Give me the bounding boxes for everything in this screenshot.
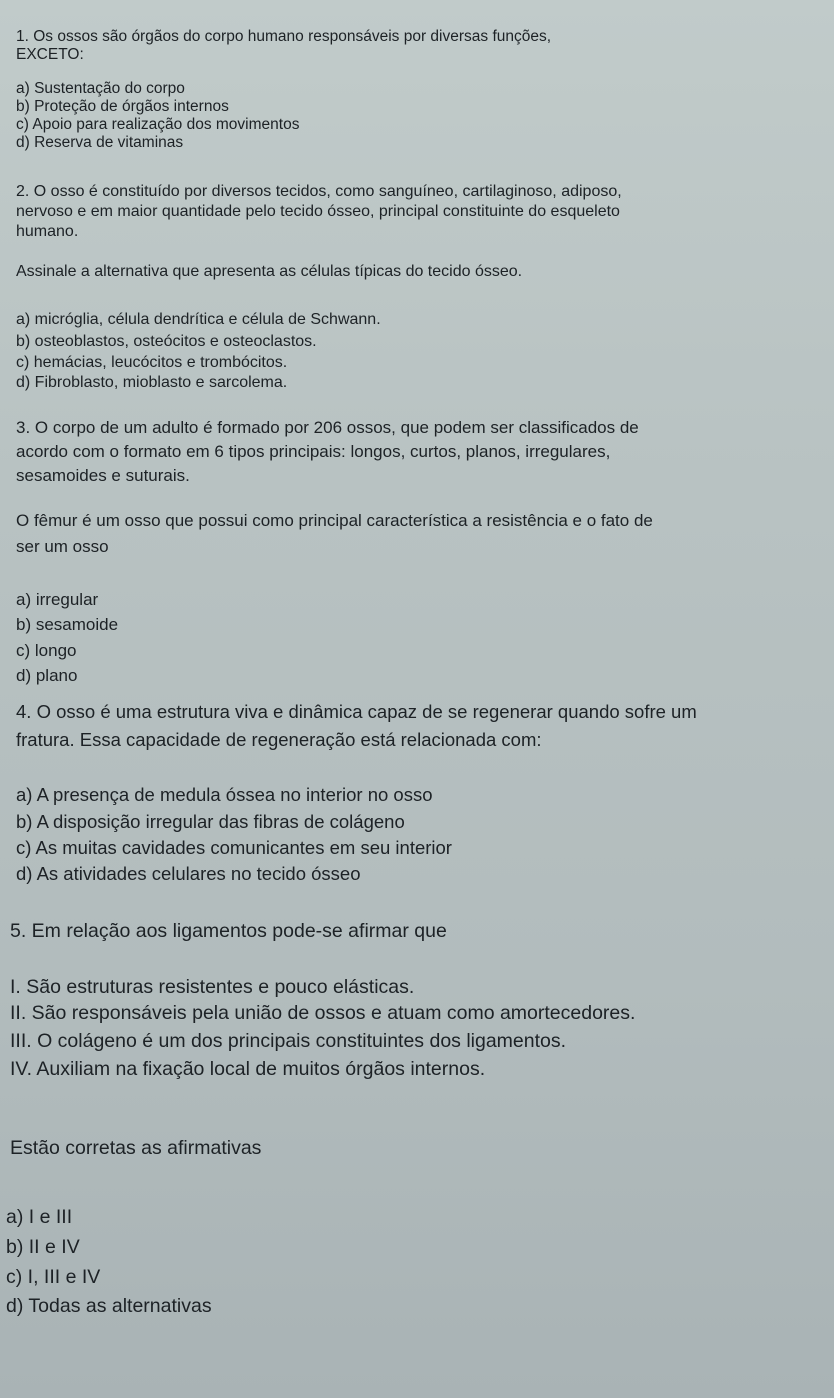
question-4-stem-line-1: 4. O osso é uma estrutura viva e dinâmica capaz de se regenerar quando sofre um [16, 701, 697, 722]
question-2-option-a: a) micróglia, célula dendrítica e célula de Schwann. [16, 311, 381, 328]
question-1-option-a: a) Sustentação do corpo [16, 80, 185, 97]
question-2-stem-line-1: 2. O osso é constituído por diversos tecidos, como sanguíneo, cartilaginoso, adiposo, [16, 183, 622, 200]
question-2-option-b: b) osteoblastos, osteócitos e osteoclastos. [16, 333, 317, 350]
question-3-option-d: d) plano [16, 666, 78, 685]
question-5-stem: 5. Em relação aos ligamentos pode-se afirmar que [10, 920, 447, 942]
question-1-stem-line-2: EXCETO: [16, 46, 84, 63]
question-4-option-b: b) A disposição irregular das fibras de colágeno [16, 811, 405, 832]
question-4-option-a: a) A presença de medula óssea no interior no osso [16, 784, 433, 805]
question-4-option-d: d) As atividades celulares no tecido ósseo [16, 863, 361, 884]
question-5-option-c: c) I, III e IV [6, 1266, 101, 1288]
question-3-prompt-line-1: O fêmur é um osso que possui como principal característica a resistência e o fato de [16, 511, 653, 530]
question-1-option-d: d) Reserva de vitaminas [16, 134, 184, 151]
question-5-prompt: Estão corretas as afirmativas [10, 1137, 262, 1159]
question-3-stem-line-2: acordo com o formato em 6 tipos principais: longos, curtos, planos, irregulares, [16, 442, 611, 461]
question-5-option-d: d) Todas as alternativas [6, 1295, 212, 1317]
question-5-option-b: b) II e IV [6, 1236, 80, 1258]
question-3-prompt-line-2: ser um osso [16, 537, 109, 556]
question-5-statement-2: II. São responsáveis pela união de ossos e atuam como amortecedores. [10, 1002, 636, 1024]
question-5-statement-4: IV. Auxiliam na fixação local de muitos órgãos internos. [10, 1058, 486, 1080]
question-1-option-c: c) Apoio para realização dos movimentos [16, 116, 300, 133]
question-3-option-a: a) irregular [16, 590, 99, 609]
question-2-option-d: d) Fibroblasto, mioblasto e sarcolema. [16, 374, 288, 391]
question-3-stem-line-3: sesamoides e suturais. [16, 466, 190, 485]
question-5-statement-3: III. O colágeno é um dos principais constituintes dos ligamentos. [10, 1030, 567, 1052]
question-1-stem-line-1: 1. Os ossos são órgãos do corpo humano responsáveis por diversas funções, [16, 28, 552, 45]
question-2-option-c: c) hemácias, leucócitos e trombócitos. [16, 354, 288, 371]
question-3-option-c: c) longo [16, 641, 77, 660]
question-5-option-a: a) I e III [6, 1206, 73, 1228]
question-2-stem-line-3: humano. [16, 223, 79, 240]
question-3-stem-line-1: 3. O corpo de um adulto é formado por 206 ossos, que podem ser classificados de [16, 418, 639, 437]
question-2-prompt: Assinale a alternativa que apresenta as células típicas do tecido ósseo. [16, 263, 523, 280]
question-3-option-b: b) sesamoide [16, 615, 119, 634]
question-4-option-c: c) As muitas cavidades comunicantes em seu interior [16, 837, 452, 858]
question-4-stem-line-2: fratura. Essa capacidade de regeneração está relacionada com: [16, 729, 542, 750]
question-2-stem-line-2: nervoso e em maior quantidade pelo tecido ósseo, principal constituinte do esqueleto [16, 203, 620, 220]
question-5-statement-1: I. São estruturas resistentes e pouco elásticas. [10, 976, 415, 998]
question-1-option-b: b) Proteção de órgãos internos [16, 98, 229, 115]
